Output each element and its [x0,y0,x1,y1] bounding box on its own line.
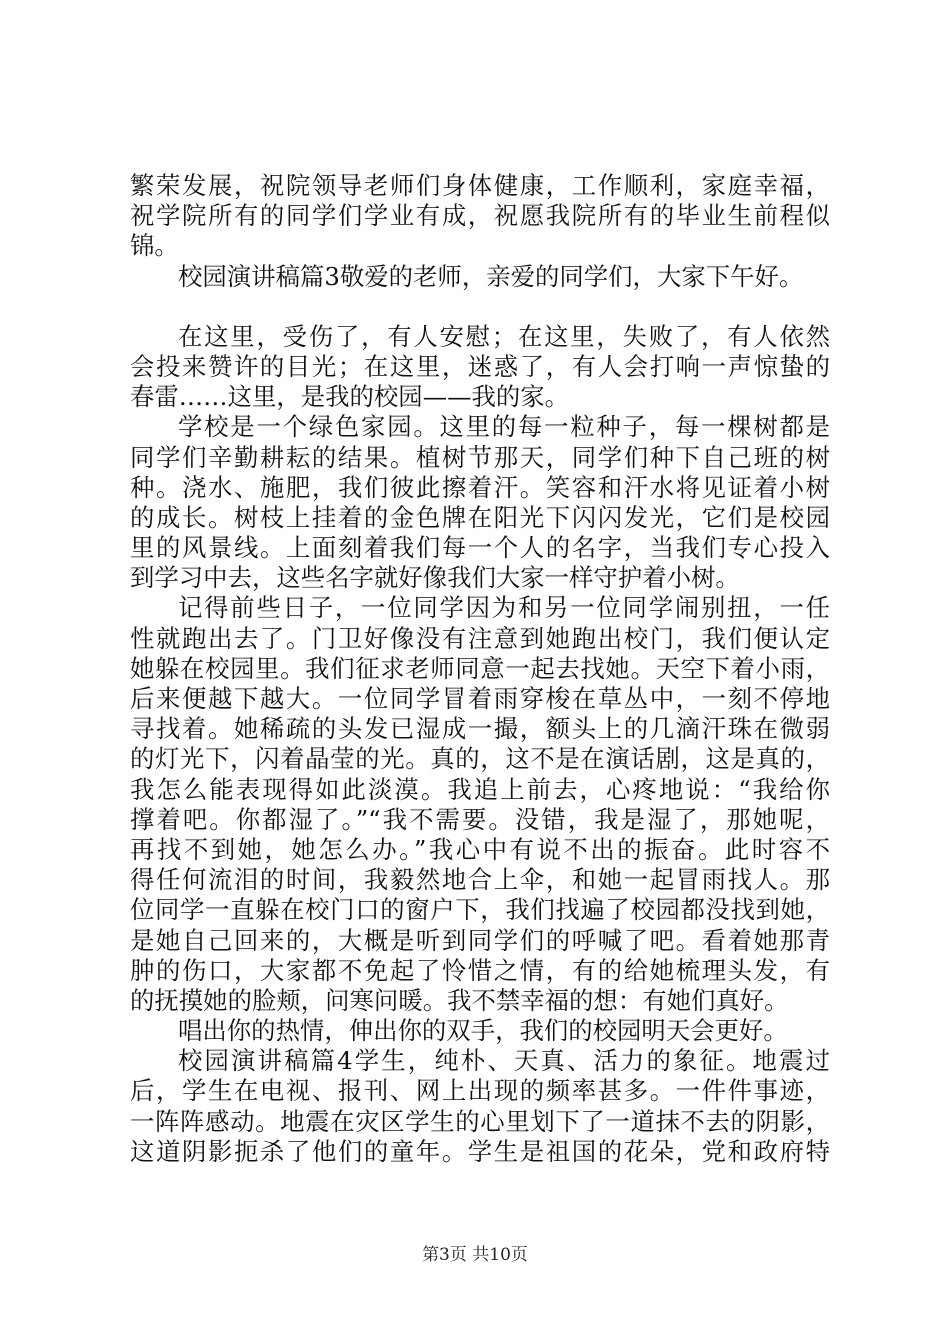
text-line: 唱出你的热情，伸出你的双手，我们的校园明天会更好。 [178,1016,788,1046]
text-line: 一阵阵感动。地震在灾区学生的心里划下了一道抹不去的阴影， [130,1106,830,1136]
text-line: 再找不到她，她怎么办。”我心中有说不出的振奋。此时容不 [130,834,830,864]
text-line: 会投来赞许的目光；在这里，迷惑了，有人会打响一声惊蛰的 [130,351,830,381]
text-line: 繁荣发展，祝院领导老师们身体健康，工作顺利，家庭幸福， [130,171,830,200]
text-line: 春雷……这里，是我的校园——我的家。 [130,382,570,412]
text-line: 里的风景线。上面刻着我们每一个人的名字，当我们专心投入 [130,533,830,563]
text-line: 的成长。树枝上挂着的金色牌在阳光下闪闪发光，它们是校园 [130,502,830,532]
text-line: 学校是一个绿色家园。这里的每一粒种子，每一棵树都是 [178,412,830,442]
text-line: 性就跑出去了。门卫好像没有注意到她跑出校门，我们便认定 [130,623,830,653]
text-line: 位同学一直躲在校门口的窗户下，我们找遍了校园都没找到她， [130,895,830,925]
text-line: 记得前些日子，一位同学因为和另一位同学闹别扭，一任 [178,593,830,623]
paragraph-gap [130,292,830,322]
text-line: 同学们辛勤耕耘的结果。植树节那天，同学们种下自己班的树 [130,442,830,472]
document-body [130,171,830,1167]
text-line: 肿的伤口，大家都不免起了怜惜之情，有的给她梳理头发，有 [130,955,830,985]
text-line: 我怎么能表现得如此淡漠。我追上前去，心疼地说：“我给你 [130,774,830,804]
text-line: 的抚摸她的脸颊，问寒问暖。我不禁幸福的想：有她们真好。 [130,985,789,1015]
text-line: 得任何流泪的时间，我毅然地合上伞，和她一起冒雨找人。那 [130,865,830,895]
section-heading-line: 校园演讲稿篇3敬爱的老师，亲爱的同学们，大家下午好。 [178,261,804,291]
text-line: 锦。 [130,231,179,261]
text-line: 祝学院所有的同学们学业有成，祝愿我院所有的毕业生前程似 [130,201,830,231]
text-line: 后来便越下越大。一位同学冒着雨穿梭在草丛中，一刻不停地 [130,684,830,713]
text-line: 是她自己回来的，大概是听到同学们的呼喊了吧。看着她那青 [130,925,830,955]
page-footer [0,1240,950,1265]
text-line: 这道阴影扼杀了他们的童年。学生是祖国的花朵，党和政府特 [130,1136,830,1166]
text-line: 撑着吧。你都湿了。”“我不需要。没错，我是湿了，那她呢， [130,804,830,834]
page-number-label: 第3页 共10页 [422,1245,528,1265]
section-heading-line: 校园演讲稿篇4学生，纯朴、天真、活力的象征。地震过 [178,1046,830,1076]
text-line: 的灯光下，闪着晶莹的光。真的，这不是在演话剧，这是真的， [130,744,830,774]
text-line: 她躲在校园里。我们征求老师同意一起去找她。天空下着小雨， [130,653,830,683]
text-line: 在这里，受伤了，有人安慰；在这里，失败了，有人依然 [178,321,830,351]
text-line: 到学习中去，这些名字就好像我们大家一样守护着小树。 [130,563,740,593]
text-line: 后，学生在电视、报刊、网上出现的频率甚多。一件件事迹， [130,1076,830,1106]
text-line: 寻找着。她稀疏的头发已湿成一撮，额头上的几滴汗珠在微弱 [130,714,830,744]
text-line: 种。浇水、施肥，我们彼此擦着汗。笑容和汗水将见证着小树 [130,472,830,502]
